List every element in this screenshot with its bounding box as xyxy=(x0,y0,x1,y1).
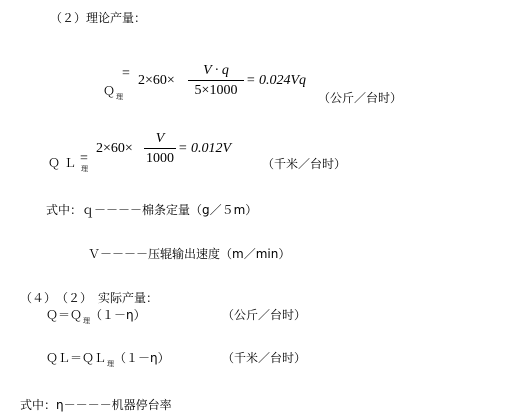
definition-eta: 式中：η－－－－机器停台率 xyxy=(20,398,172,412)
formula1-denominator: 5×1000 xyxy=(194,83,238,98)
formula2-unit: （千米／台时） xyxy=(262,157,347,171)
actual2-tail: （１－η） xyxy=(114,351,170,365)
formula1-fraction xyxy=(188,63,244,99)
definition-q: 式中：ｑ－－－－棉条定量（g／５m） xyxy=(46,203,258,217)
formula1-numerator: V · q xyxy=(203,63,229,78)
fraction-bar xyxy=(188,80,244,81)
actual2-expression xyxy=(46,349,170,366)
formula2-result: = 0.012V xyxy=(178,141,231,156)
formula1-lhs-symbol: Ｑ xyxy=(103,84,116,98)
formula1-result: = 0.024Vq xyxy=(246,73,306,88)
formula2-lhs-symbol: ＱＬ xyxy=(48,156,81,170)
formula1-prefix: 2×60× xyxy=(138,73,175,88)
formula1-unit: （公斤／台时） xyxy=(318,91,403,105)
section-heading-actual-output: （４） （２） 实际产量： xyxy=(20,291,159,305)
formula2-lhs-subscript: 理 xyxy=(81,165,89,173)
formula2-prefix: 2×60× xyxy=(96,141,133,156)
actual2-subscript: 理 xyxy=(107,360,115,368)
formula1-equals: = xyxy=(122,66,130,81)
actual1-expression xyxy=(46,306,146,323)
definition-v: Ｖ－－－－压辊输出速度（m／min） xyxy=(88,247,291,261)
actual1-expr: Ｑ＝Ｑ xyxy=(46,308,83,322)
section-heading-theoretical-output: （２）理论产量： xyxy=(50,11,147,25)
actual1-subscript: 理 xyxy=(83,317,91,325)
formula1-lhs-subscript: 理 xyxy=(116,93,124,101)
actual1-unit: （公斤／台时） xyxy=(222,308,307,322)
formula2-denominator: 1000 xyxy=(146,151,174,166)
actual2-expr: ＱＬ＝ＱＬ xyxy=(46,351,107,365)
formula2-numerator: V xyxy=(155,131,165,146)
formula1-lhs xyxy=(103,82,123,99)
actual2-unit: （千米／台时） xyxy=(222,351,307,365)
actual1-tail: （１－η） xyxy=(90,308,146,322)
formula2-equals: = xyxy=(80,151,88,166)
fraction-bar xyxy=(144,148,176,149)
formula2-fraction xyxy=(144,131,176,167)
